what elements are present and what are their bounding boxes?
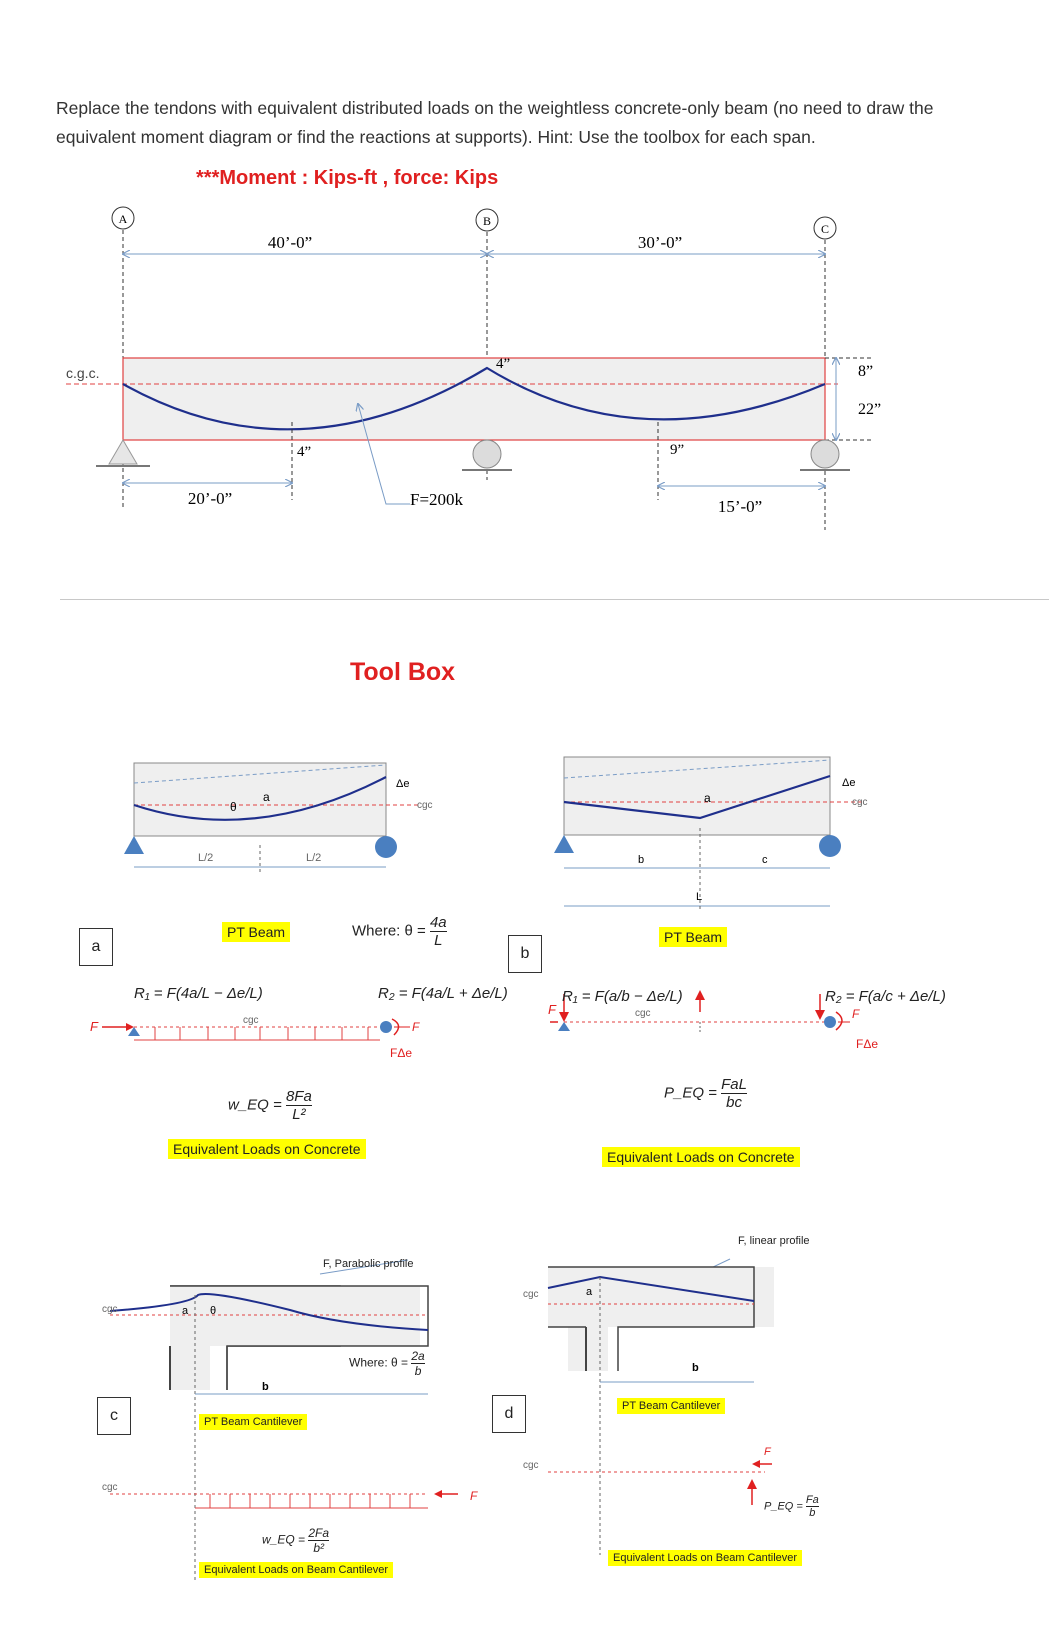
panel-d-b: b — [692, 1362, 699, 1374]
panel-c-cgc: cgc — [102, 1304, 118, 1315]
panel-c-weq-text: w_EQ = — [262, 1532, 309, 1547]
panel-c-f: F — [470, 1489, 478, 1503]
panel-b-b: b — [638, 854, 645, 866]
panel-a-weq — [228, 1088, 312, 1123]
cgc-label: c.g.c. — [66, 365, 100, 381]
panel-b-r1: R₁ = F(a/b − Δe/L) — [562, 988, 683, 1005]
panel-a-a: a — [263, 790, 270, 804]
roller-support-b — [473, 440, 501, 468]
panel-a-fde: FΔe — [390, 1046, 413, 1060]
panel-b-c: c — [762, 854, 768, 866]
panel-a-weq-num: 8Fa — [285, 1088, 312, 1105]
panel-a-delta: Δe — [396, 778, 410, 790]
ecc-mid-ab: 4” — [297, 444, 312, 460]
panel-d-cgc-2: cgc — [523, 1460, 539, 1471]
panel-c-a: a — [182, 1305, 189, 1317]
panel-d-peq-den: b — [809, 1507, 816, 1519]
span-bc-label: 30’-0” — [637, 233, 683, 252]
panel-c-weq-num: 2Fa — [308, 1526, 330, 1540]
main-beam-diagram — [0, 200, 1049, 530]
panel-a-f-right: F — [412, 1020, 420, 1034]
panel-a-half1: L/2 — [198, 852, 214, 864]
panel-c-b: b — [262, 1381, 269, 1393]
panel-b-a: a — [704, 791, 711, 805]
panel-b-diagram — [550, 750, 880, 1075]
separator-line — [60, 599, 1049, 600]
panel-d-eq-label: Equivalent Loads on Beam Cantilever — [608, 1550, 802, 1566]
panel-c-cgc-2: cgc — [102, 1482, 118, 1493]
panel-b-delta: Δe — [842, 777, 856, 789]
panel-a-pt-beam: PT Beam — [222, 922, 290, 942]
panel-d-pt-label: PT Beam Cantilever — [617, 1398, 725, 1414]
panel-b-eq-label: Equivalent Loads on Concrete — [602, 1147, 800, 1167]
panel-a-r1: R₁ = F(4a/L − Δe/L) — [134, 985, 263, 1002]
panel-b-letter: b — [508, 935, 542, 973]
panel-c-where — [349, 1349, 425, 1378]
panel-c-where-text: Where: θ = — [349, 1355, 412, 1370]
panel-b-fde: FΔe — [856, 1037, 879, 1051]
dist-a-low-label: 20’-0” — [187, 489, 233, 508]
panel-d-letter: d — [492, 1395, 526, 1433]
panel-d-cgc: cgc — [523, 1289, 539, 1300]
panel-b-peq — [664, 1076, 747, 1111]
panel-a-half2: L/2 — [306, 852, 322, 864]
problem-statement: Replace the tendons with equivalent distributed loads on the weightless concrete-only beam (no need to draw the equivalent moment diagram or find the reactions at supports). Hint: Use the toolbox for each span. — [56, 98, 934, 147]
panel-b-f-left: F — [548, 1002, 556, 1017]
panel-c-profile: F, Parabolic profile — [323, 1258, 414, 1270]
panel-c-weq-den: b² — [313, 1541, 325, 1555]
dist-low-c-label: 15’-0” — [717, 497, 763, 516]
panel-c-pt-label: PT Beam Cantilever — [199, 1414, 307, 1430]
support-b-text: B — [482, 214, 492, 228]
panel-a-cgc: cgc — [417, 800, 433, 811]
ecc-b: 4” — [496, 356, 511, 372]
panel-d-peq — [764, 1494, 819, 1519]
panel-b-pt-beam: PT Beam — [659, 927, 727, 947]
roller-support-c — [811, 440, 839, 468]
panel-a-f-left: F — [90, 1019, 98, 1034]
panel-a-where-den: L — [434, 932, 443, 949]
panel-c-letter: c — [97, 1397, 131, 1435]
panel-d-peq-num: Fa — [805, 1494, 819, 1506]
panel-c-weq — [262, 1526, 329, 1555]
support-c-text: C — [820, 222, 830, 236]
dim-depth-label: 22” — [858, 401, 882, 418]
panel-d-f: F — [764, 1446, 771, 1458]
panel-a-r2: R₂ = F(4a/L + Δe/L) — [378, 985, 508, 1002]
panel-c-eq-label: Equivalent Loads on Beam Cantilever — [199, 1562, 393, 1578]
panel-a-weq-den: L² — [292, 1106, 306, 1123]
panel-b-f-right: F — [852, 1007, 860, 1021]
units-note: ***Moment : Kips-ft , force: Kips — [196, 167, 499, 189]
force-label: F=200k — [410, 490, 464, 509]
panel-c-theta: θ — [210, 1305, 217, 1317]
dim-top-label: 8” — [858, 363, 874, 380]
panel-b-r2: R₂ = F(a/c + Δe/L) — [825, 988, 946, 1005]
panel-a-where-text: Where: θ = — [352, 922, 430, 940]
panel-d-profile: F, linear profile — [738, 1235, 810, 1247]
panel-a-letter: a — [79, 928, 113, 966]
panel-b-peq-text: P_EQ = — [664, 1084, 722, 1102]
panel-b-L: L — [696, 891, 703, 903]
panel-c-where-den: b — [414, 1364, 422, 1378]
panel-a-weq-text: w_EQ = — [228, 1096, 286, 1114]
panel-d-a: a — [586, 1286, 593, 1298]
panel-b-peq-den: bc — [726, 1094, 742, 1111]
panel-c-where-num: 2a — [411, 1349, 425, 1363]
panel-b-peq-num: FaL — [721, 1076, 747, 1093]
span-ab-label: 40’-0” — [267, 233, 313, 252]
panel-a-where-num: 4a — [429, 914, 447, 931]
support-a-text: A — [118, 212, 128, 226]
panel-a-where — [352, 914, 447, 949]
toolbox-title: Tool Box — [350, 658, 456, 686]
panel-a-eq-label: Equivalent Loads on Concrete — [168, 1139, 366, 1159]
pin-support-a — [109, 440, 137, 464]
panel-b-cgc: cgc — [852, 797, 868, 808]
panel-a-theta: θ — [230, 800, 237, 814]
beam-body — [123, 358, 825, 440]
panel-d-peq-text: P_EQ = — [764, 1500, 806, 1513]
panel-b-cgc-2: cgc — [635, 1008, 651, 1019]
panel-a-cgc-2: cgc — [243, 1015, 259, 1026]
ecc-low-bc: 9” — [670, 442, 685, 458]
